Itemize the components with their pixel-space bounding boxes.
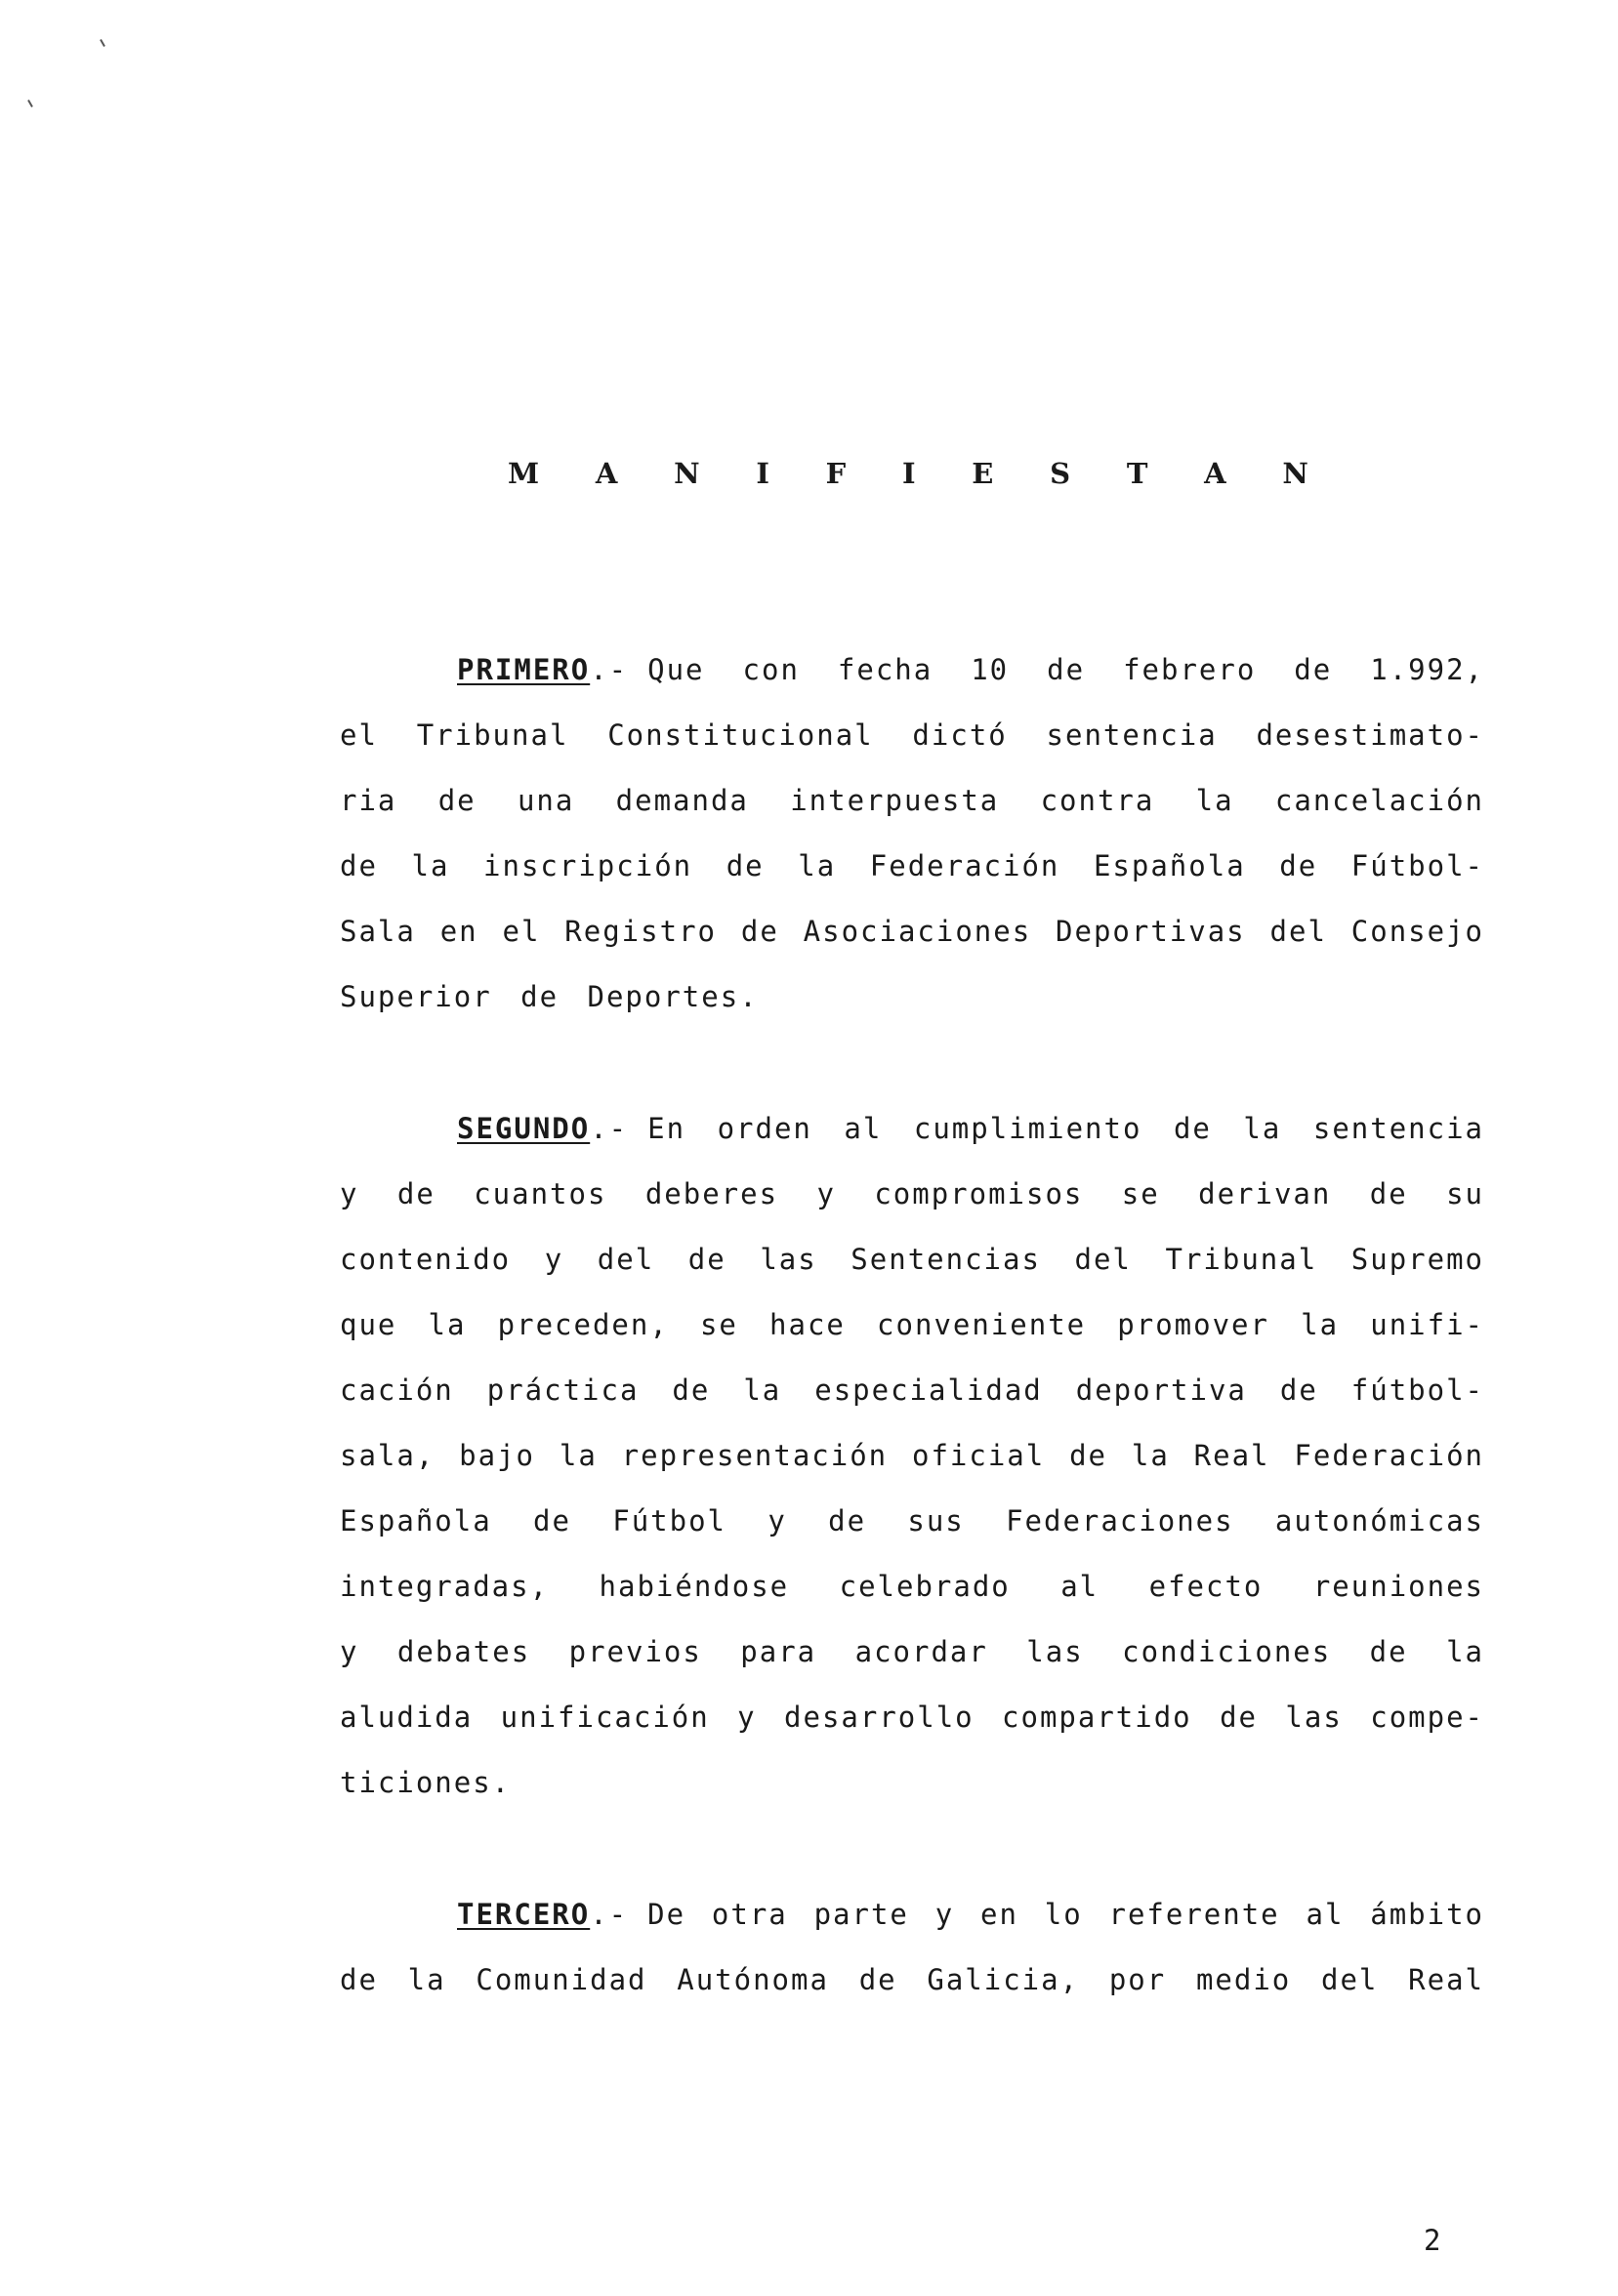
scan-speck bbox=[27, 100, 33, 107]
paragraph-line-text: ria de una demanda interpuesta contra la cancelación bbox=[340, 784, 1484, 817]
title-letter: I bbox=[901, 457, 916, 490]
heading-separator: .- bbox=[590, 1112, 629, 1145]
title-letter: A bbox=[595, 457, 618, 490]
paragraph-line bbox=[340, 1750, 1484, 1816]
paragraph-line-text: aludida unificación y desarrollo compartido de las compe- bbox=[340, 1701, 1484, 1734]
paragraph-line-text: el Tribunal Constitucional dictó sentencia desestimato- bbox=[340, 718, 1484, 752]
paragraph-line-text: cación práctica de la especialidad deportiva de fútbol- bbox=[340, 1374, 1484, 1407]
paragraph-line-text: En orden al cumplimiento de la sentencia bbox=[647, 1112, 1484, 1145]
title-letter: E bbox=[972, 457, 994, 490]
paragraph-line-text: integradas, habiéndose celebrado al efecto reuniones bbox=[340, 1570, 1484, 1603]
paragraph-segundo bbox=[340, 1096, 1484, 1816]
paragraph-line-text: Española de Fútbol y de sus Federaciones autonómicas bbox=[340, 1504, 1484, 1538]
title-letter: M bbox=[508, 457, 540, 490]
paragraph-tercero bbox=[340, 1882, 1484, 2013]
paragraph-line bbox=[340, 1489, 1484, 1554]
paragraph-line bbox=[340, 834, 1484, 899]
paragraph-line bbox=[340, 899, 1484, 964]
title-letter: A bbox=[1204, 457, 1226, 490]
paragraph-line-text: y de cuantos deberes y compromisos se derivan de su bbox=[340, 1177, 1484, 1210]
heading-separator: .- bbox=[590, 653, 629, 686]
paragraph-line bbox=[340, 1292, 1484, 1358]
paragraph-line bbox=[340, 1554, 1484, 1620]
paragraph-line bbox=[340, 1423, 1484, 1489]
paragraph-line bbox=[340, 637, 1484, 703]
paragraph-line-text: Sala en el Registro de Asociaciones Deportivas del Consejo bbox=[340, 915, 1484, 948]
page-number: 2 bbox=[1424, 2224, 1441, 2257]
paragraph-heading: SEGUNDO bbox=[457, 1112, 591, 1145]
paragraph-line-text: contenido y del de las Sentencias del Tribunal Supremo bbox=[340, 1243, 1484, 1276]
paragraph-line-text: Superior de Deportes. bbox=[340, 980, 759, 1013]
paragraph-line bbox=[340, 964, 1484, 1030]
title-letter: N bbox=[674, 457, 700, 490]
paragraph-line bbox=[340, 1096, 1484, 1162]
paragraph-line-text: de la inscripción de la Federación Española de Fútbol- bbox=[340, 849, 1484, 882]
title-letter: N bbox=[1282, 457, 1308, 490]
paragraph-line-text: De otra parte y en lo referente al ámbito bbox=[647, 1898, 1484, 1931]
paragraph-line bbox=[340, 1620, 1484, 1685]
paragraph-line-text: que la preceden, se hace conveniente promover la unifi- bbox=[340, 1308, 1484, 1341]
paragraph-primero bbox=[340, 637, 1484, 1030]
title-letter: F bbox=[825, 457, 847, 490]
paragraph-line bbox=[340, 1227, 1484, 1292]
title-letter: T bbox=[1126, 457, 1148, 490]
title-letter: I bbox=[756, 457, 769, 490]
document-title bbox=[508, 457, 1308, 490]
paragraph-line bbox=[340, 1948, 1484, 2013]
paragraph-line bbox=[340, 1162, 1484, 1227]
paragraph-line-text: Que con fecha 10 de febrero de 1.992, bbox=[647, 653, 1484, 686]
title-letter: S bbox=[1050, 457, 1071, 490]
paragraph-line bbox=[340, 1358, 1484, 1423]
paragraph-line bbox=[340, 1882, 1484, 1948]
paragraph-line bbox=[340, 1685, 1484, 1750]
heading-separator: .- bbox=[590, 1898, 629, 1931]
paragraph-line-text: y debates previos para acordar las condiciones de la bbox=[340, 1635, 1484, 1668]
paragraph-line bbox=[340, 768, 1484, 834]
paragraph-line-text: de la Comunidad Autónoma de Galicia, por medio del Real bbox=[340, 1963, 1484, 1996]
paragraph-heading: TERCERO bbox=[457, 1898, 591, 1931]
scan-speck bbox=[100, 39, 105, 47]
paragraph-line-text: sala, bajo la representación oficial de la Real Federación bbox=[340, 1439, 1484, 1472]
paragraph-line-text: ticiones. bbox=[340, 1766, 512, 1799]
paragraph-line bbox=[340, 703, 1484, 768]
paragraph-heading: PRIMERO bbox=[457, 653, 591, 686]
